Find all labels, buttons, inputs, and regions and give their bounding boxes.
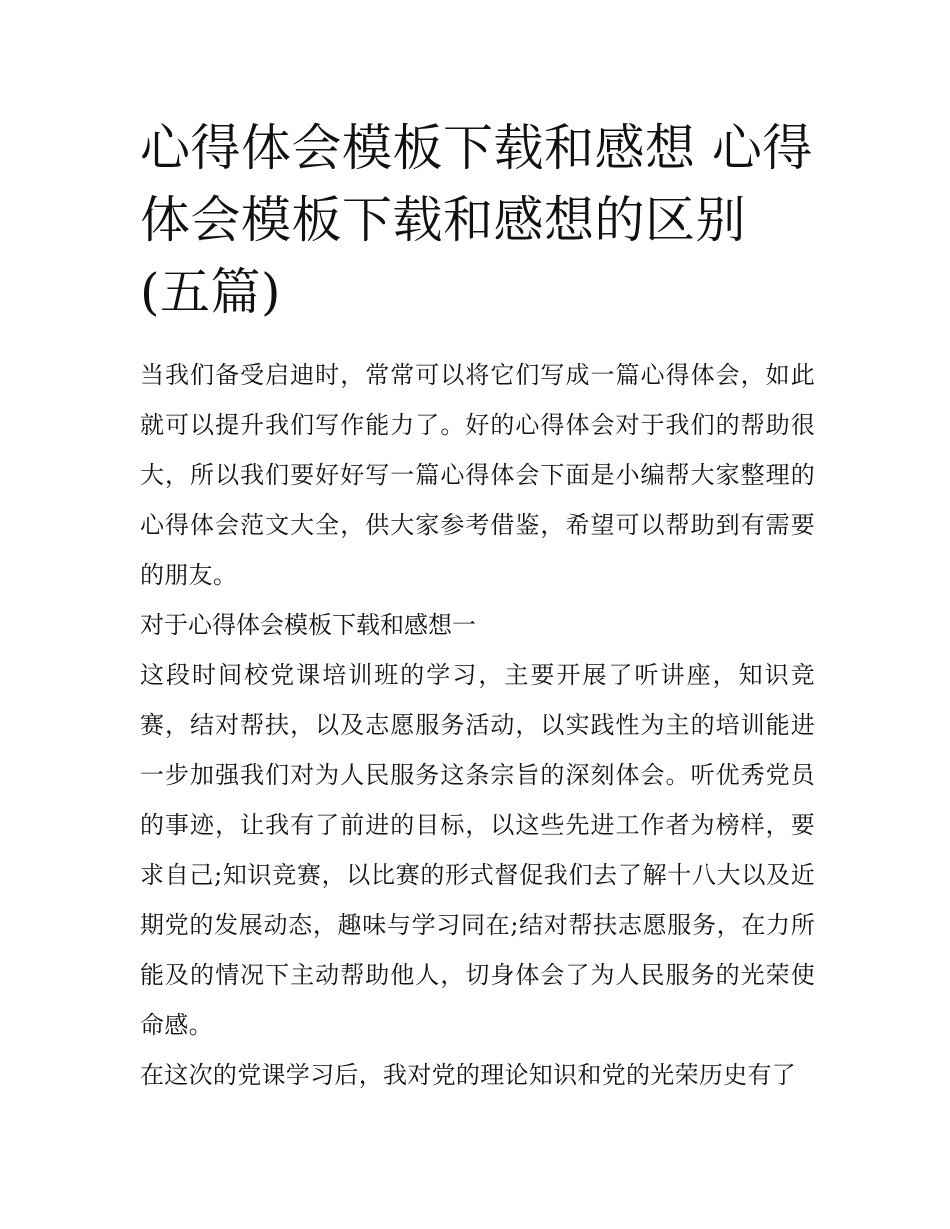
document-page: [140, 112, 815, 1100]
section-heading: 对于心得体会模板下载和感想一: [140, 611, 476, 639]
document-body: [140, 350, 815, 1100]
body-paragraph: 在这次的党课学习后，我对党的理论知识和党的光荣历史有了: [140, 1061, 797, 1089]
document-title: 心得体会模板下载和感想 心得体会模板下载和感想的区别(五篇): [140, 119, 813, 321]
body-paragraph: 这段时间校党课培训班的学习，主要开展了听讲座，知识竞赛，结对帮扶，以及志愿服务活动，以实践性为主的培训能进一步加强我们对为人民服务这条宗旨的深刻体会。听优秀党员的事迹，让我有了前进的目标，以这些先进工作者为榜样，要求自己;知识竞赛，以比赛的形式督促我们去了解十八大以及近期党的发展动态，趣味与学习同在;结对帮扶志愿服务，在力所能及的情况下主动帮助他人，切身体会了为人民服务的光荣使命感。: [140, 661, 815, 1039]
intro-paragraph: 当我们备受启迪时，常常可以将它们写成一篇心得体会，如此就可以提升我们写作能力了。好的心得体会对于我们的帮助很大，所以我们要好好写一篇心得体会下面是小编帮大家整理的心得体会范文大全，供大家参考借鉴，希望可以帮助到有需要的朋友。: [140, 361, 815, 589]
